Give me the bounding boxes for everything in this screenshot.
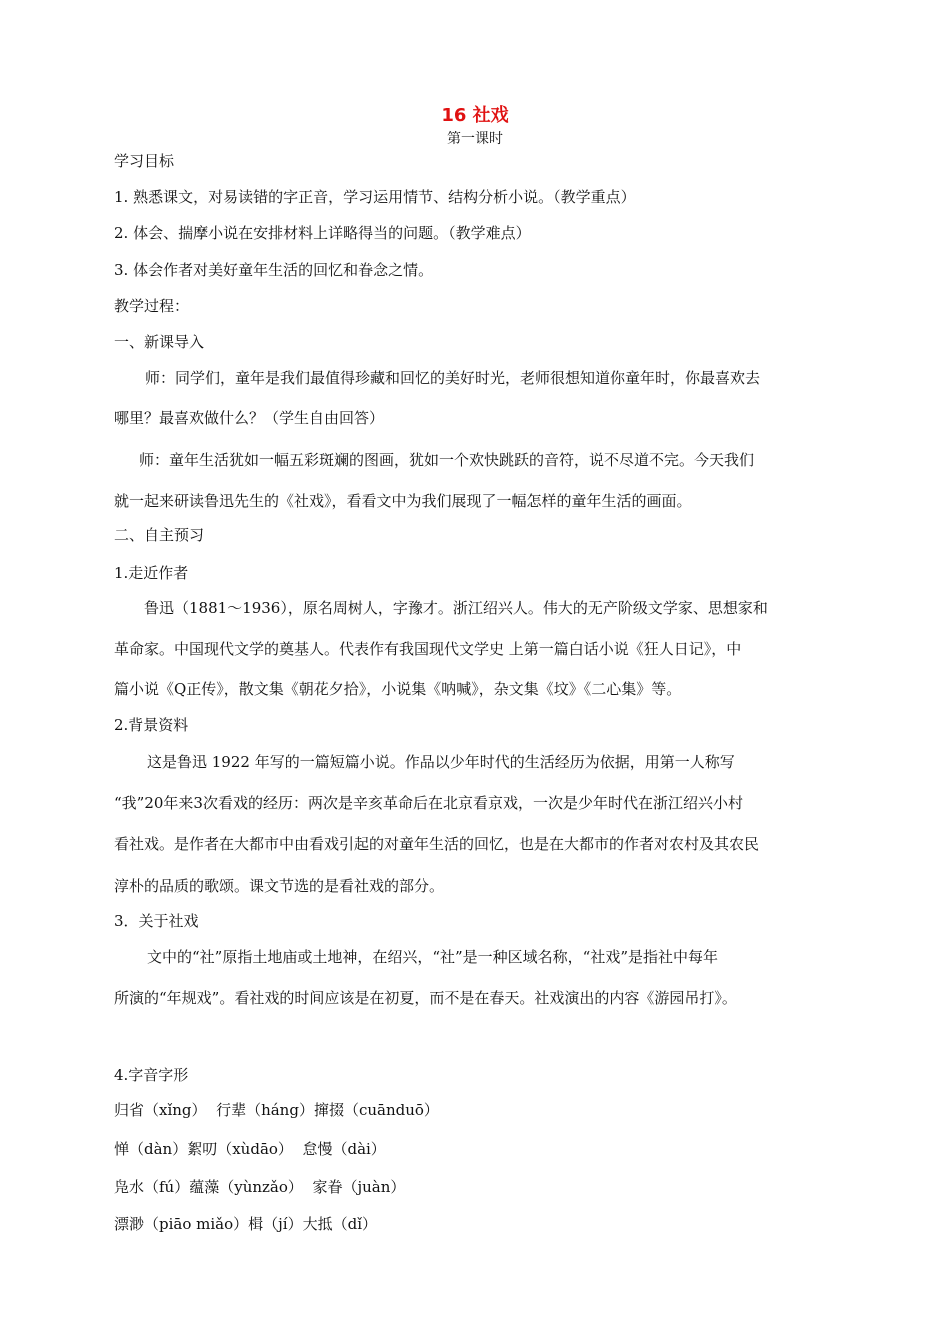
page-subtitle: 第一课时 xyxy=(447,131,503,147)
word-entry: 惮（dàn） xyxy=(114,1140,188,1158)
paragraph-line: 文中的“社”原指土地庙或土地神，在绍兴，“社”是一种区域名称，“社戏”是指社中每年 xyxy=(147,948,719,966)
paragraph-line: 革命家。中国现代文学的奠基人。代表作有我国现代文学史 上第一篇白话小说《狂人日记》，中 xyxy=(114,640,742,658)
word-entry: 怠慢（dài） xyxy=(302,1140,386,1158)
page-title: 16 社戏 xyxy=(441,105,509,126)
process-heading: 教学过程： xyxy=(114,297,190,315)
paragraph-line: 师：同学们，童年是我们最值得珍藏和回忆的美好时光，老师很想知道你童年时，你最喜欢去 xyxy=(145,369,761,387)
paragraph-line: “我”20年来3次看戏的经历：两次是辛亥革命后在北京看京戏，一次是少年时代在浙江绍兴小村 xyxy=(114,794,743,812)
paragraph-line: 就一起来研读鲁迅先生的《社戏》，看看文中为我们展现了一幅怎样的童年生活的画面。 xyxy=(114,492,692,510)
paragraph-line: 这是鲁迅 1922 年写的一篇短篇小说。作品以少年时代的生活经历为依据，用第一人称写 xyxy=(147,753,735,771)
section-heading: 一、新课导入 xyxy=(114,333,205,351)
section-heading: 二、自主预习 xyxy=(114,526,205,544)
objectives-heading: 学习目标 xyxy=(114,152,175,170)
subsection-heading: 3．关于社戏 xyxy=(114,912,199,930)
word-entry: 絮叨（xùdāo） xyxy=(187,1140,293,1158)
word-entry: 撺掇（cuānduō） xyxy=(313,1101,439,1119)
word-entry: 归省（xǐng） xyxy=(114,1101,207,1119)
subsection-heading: 4.字音字形 xyxy=(114,1066,189,1084)
paragraph-line: 篇小说《Q正传》，散文集《朝花夕拾》，小说集《呐喊》，杂文集《坟》《二心集》等。 xyxy=(114,680,682,698)
objective-item: 1. 熟悉课文，对易读错的字正音，学习运用情节、结构分析小说。（教学重点） xyxy=(114,188,636,206)
word-row xyxy=(114,1139,386,1159)
word-entry: 行辈（háng） xyxy=(216,1101,314,1119)
subsection-heading: 1.走近作者 xyxy=(114,564,189,582)
paragraph-line: 所演的“年规戏”。看社戏的时间应该是在初夏，而不是在春天。社戏演出的内容《游园吊打》。 xyxy=(114,989,737,1007)
word-row xyxy=(114,1100,439,1120)
word-entry: 漂渺（piāo miǎo） xyxy=(114,1215,249,1233)
word-row xyxy=(114,1214,377,1234)
paragraph-line: 师：童年生活犹如一幅五彩斑斓的图画，犹如一个欢快跳跃的音符，说不尽道不完。今天我们 xyxy=(139,451,755,469)
word-entry: 楫（jí） xyxy=(248,1215,303,1233)
paragraph-line: 淳朴的品质的歌颂。课文节选的是看社戏的部分。 xyxy=(114,877,445,895)
word-entry: 家眷（juàn） xyxy=(312,1178,406,1196)
objective-item: 3. 体会作者对美好童年生活的回忆和眷念之情。 xyxy=(114,261,434,279)
word-row xyxy=(114,1177,405,1197)
subsection-heading: 2.背景资料 xyxy=(114,716,189,734)
paragraph-line: 看社戏。是作者在大都市中由看戏引起的对童年生活的回忆，也是在大都市的作者对农村及其农民 xyxy=(114,835,760,853)
word-entry: 蕴藻（yùnzǎo） xyxy=(189,1178,303,1196)
paragraph-line: 鲁迅（1881～1936），原名周树人，字豫才。浙江绍兴人。伟大的无产阶级文学家、思想家和 xyxy=(144,599,768,617)
paragraph-line: 哪里？最喜欢做什么？（学生自由回答） xyxy=(114,409,385,427)
word-entry: 大抵（dǐ） xyxy=(302,1215,377,1233)
objective-item: 2. 体会、揣摩小说在安排材料上详略得当的问题。（教学难点） xyxy=(114,224,531,242)
word-entry: 凫水（fú） xyxy=(114,1178,190,1196)
